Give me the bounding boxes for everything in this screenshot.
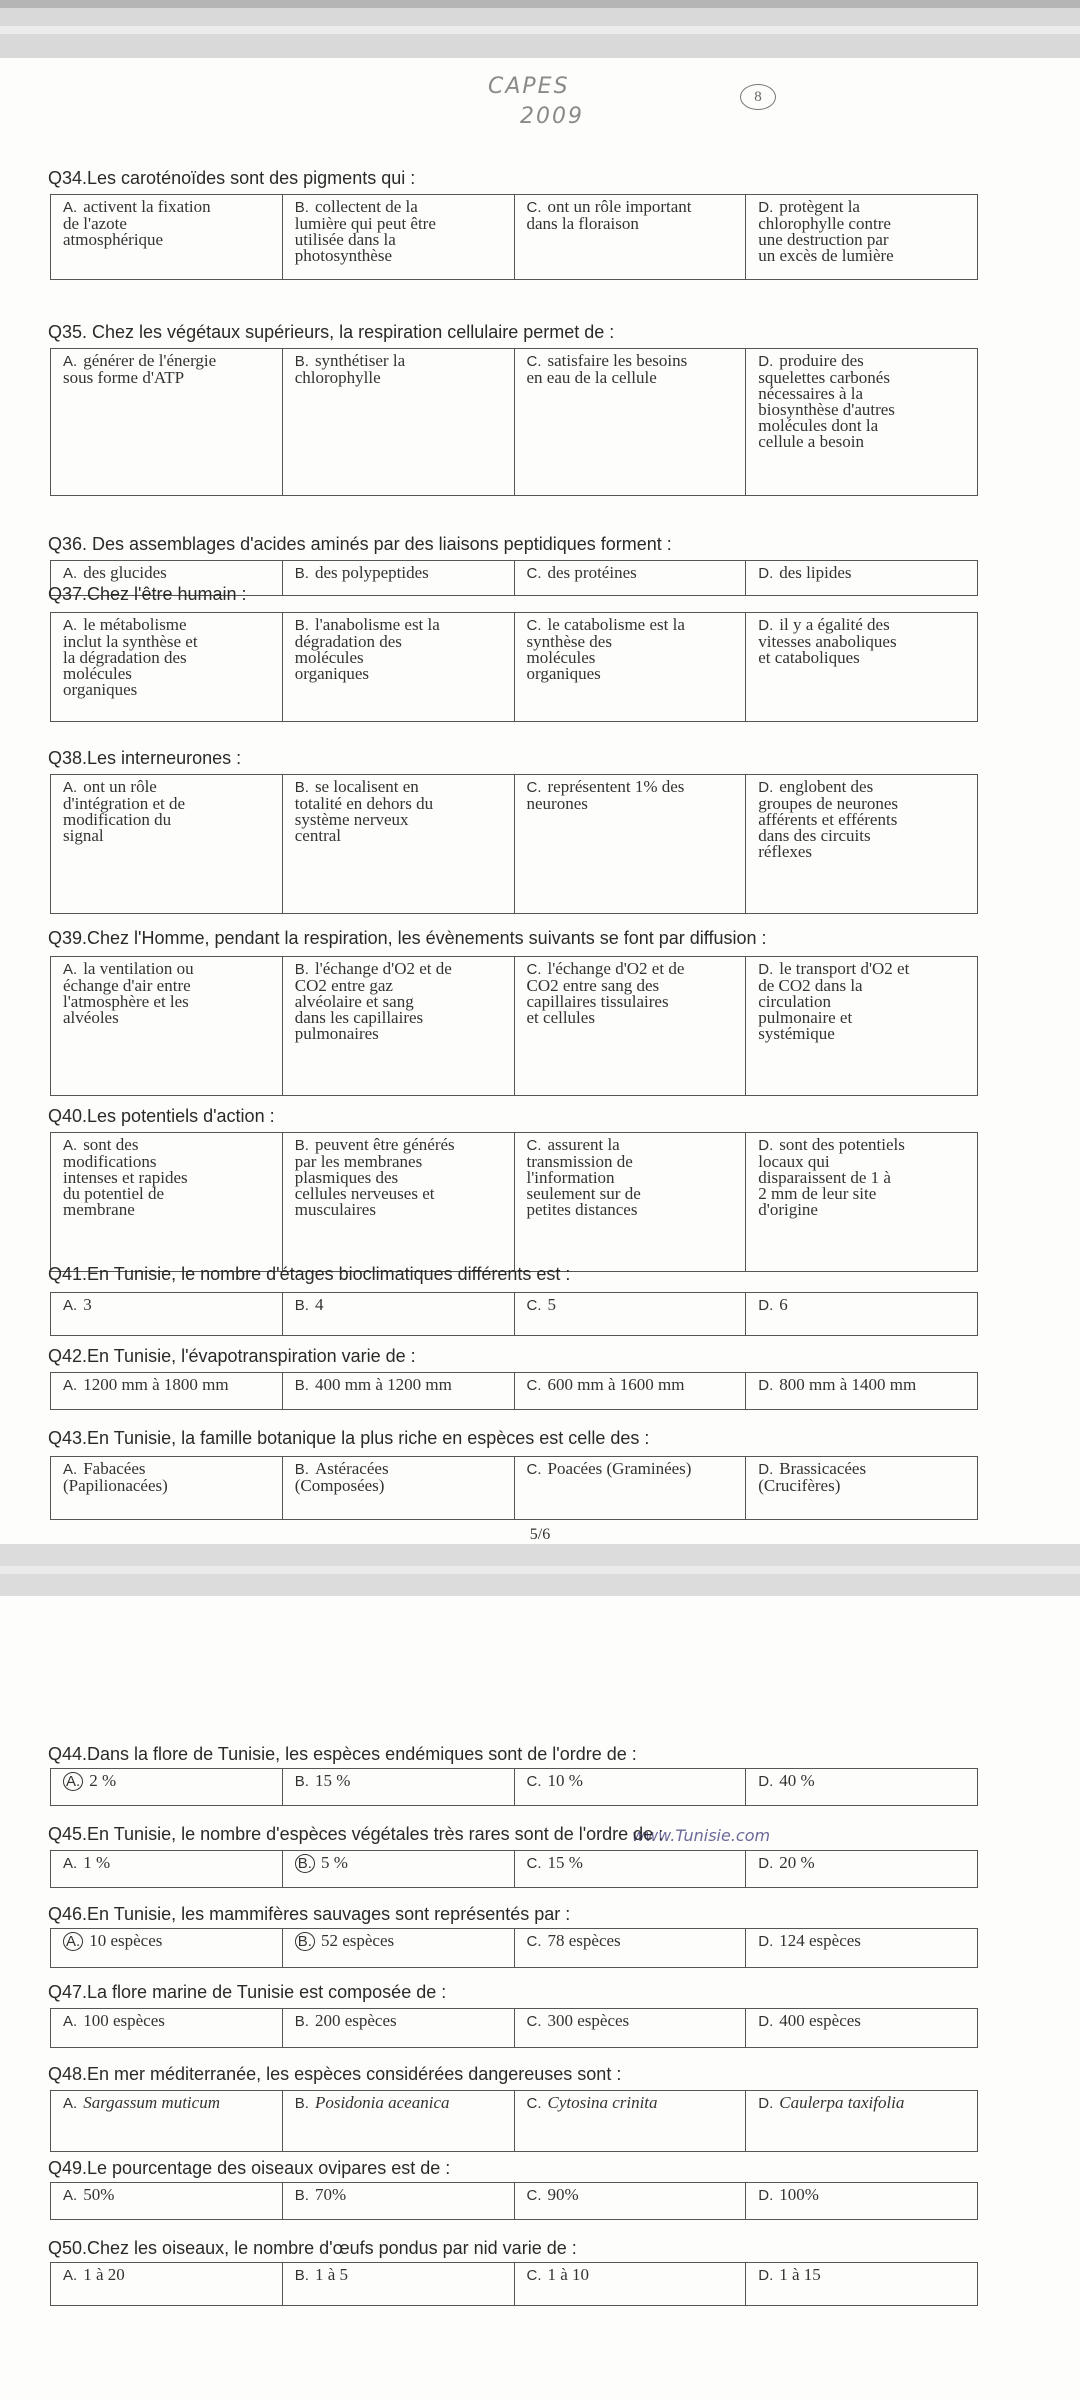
option-text: 300 espèces <box>547 2011 630 2030</box>
option-letter: B. <box>294 353 309 370</box>
option-text: 600 mm à 1600 mm <box>547 1375 685 1394</box>
question-label: Q46.En Tunisie, les mammifères sauvages sont représentés par : <box>48 1904 571 1924</box>
option-d[interactable] <box>746 1769 977 1805</box>
option-c[interactable] <box>515 1293 747 1335</box>
option-letter: C. <box>526 779 542 796</box>
options-row <box>50 612 978 722</box>
option-letter: D. <box>758 1461 774 1478</box>
option-b[interactable] <box>283 561 515 595</box>
option-b[interactable] <box>283 1373 515 1409</box>
options-row <box>50 956 978 1096</box>
option-c[interactable] <box>515 195 747 279</box>
option-letter: A. <box>63 1377 78 1394</box>
option-text: 15 % <box>314 1771 351 1790</box>
option-c[interactable] <box>515 2009 747 2047</box>
options-row <box>50 2090 978 2152</box>
option-d[interactable] <box>746 775 977 913</box>
option-b[interactable] <box>283 2263 515 2305</box>
question-label: Q43.En Tunisie, la famille botanique la plus riche en espèces est celle des : <box>48 1428 650 1448</box>
option-letter: C. <box>526 565 542 582</box>
option-b[interactable] <box>283 1769 515 1805</box>
top-edge-shadow <box>0 0 1080 8</box>
option-a[interactable] <box>51 957 283 1095</box>
option-letter: B. <box>294 1377 309 1394</box>
option-letter: D. <box>758 1377 774 1394</box>
option-letter: D. <box>758 2187 774 2204</box>
option-text: 2 % <box>89 1771 117 1790</box>
option-c[interactable] <box>515 775 747 913</box>
question-label: Q47.La flore marine de Tunisie est composée de : <box>48 1982 447 2002</box>
option-text: 200 espèces <box>314 2011 397 2030</box>
top-edge-band <box>0 26 1080 34</box>
option-a[interactable] <box>51 775 283 913</box>
option-letter: A. <box>63 961 78 978</box>
option-letter: C. <box>526 961 542 978</box>
option-a[interactable] <box>51 1929 283 1967</box>
option-letter: A. <box>63 779 78 796</box>
option-text: Cytosina crinita <box>547 2093 658 2112</box>
option-letter: B. <box>294 199 309 216</box>
option-text: 800 mm à 1400 mm <box>779 1375 917 1394</box>
option-text: sont des modifications intenses et rapides du potentiel de membrane <box>63 1135 188 1219</box>
option-text: l'anabolisme est la dégradation des molécules organiques <box>294 615 440 683</box>
option-b[interactable] <box>283 2183 515 2219</box>
option-text: Sargassum muticum <box>83 2093 220 2112</box>
option-text: le catabolisme est la synthèse des molécules organiques <box>526 615 685 683</box>
option-b[interactable] <box>283 1293 515 1335</box>
option-text: 70% <box>314 2185 347 2204</box>
option-text: 1 à 10 <box>547 2265 590 2284</box>
options-row <box>50 774 978 914</box>
option-letter: B. <box>294 1297 309 1314</box>
option-text: 1 à 15 <box>779 2265 821 2284</box>
option-b[interactable] <box>283 1851 515 1887</box>
option-d[interactable] <box>746 2009 977 2047</box>
option-c[interactable] <box>515 2091 747 2151</box>
option-letter: D. <box>758 2013 774 2030</box>
option-text: des glucides <box>83 563 167 582</box>
option-text: 10 espèces <box>89 1931 163 1950</box>
option-text: 90% <box>547 2185 579 2204</box>
option-text: satisfaire les besoins en eau de la cellule <box>526 351 688 387</box>
option-letter: A. <box>63 565 78 582</box>
handwritten-note-capes: CAPES <box>488 74 570 99</box>
option-letter: C. <box>526 2013 542 2030</box>
option-c[interactable] <box>515 1373 747 1409</box>
page-number: 5/6 <box>529 1526 551 1543</box>
option-letter: A. <box>63 2267 78 2284</box>
option-letter: D. <box>758 617 774 634</box>
option-text: se localisent en totalité en dehors du système nerveux central <box>294 777 434 845</box>
option-c[interactable] <box>515 561 747 595</box>
option-a[interactable] <box>51 1457 283 1519</box>
option-letter: C. <box>526 1855 542 1872</box>
question-label: Q39.Chez l'Homme, pendant la respiration, les évènements suivants se font par diffusion : <box>48 928 767 948</box>
option-a[interactable] <box>51 349 283 495</box>
option-c[interactable] <box>515 2183 747 2219</box>
option-text: 5 % <box>320 1853 348 1872</box>
option-a[interactable] <box>51 195 283 279</box>
handwritten-circled-number: 8 <box>740 84 776 110</box>
option-letter: D. <box>758 199 774 216</box>
option-a[interactable] <box>51 2183 283 2219</box>
option-b[interactable] <box>283 1457 515 1519</box>
option-d[interactable] <box>746 1851 977 1887</box>
options-row <box>50 1928 978 1968</box>
question-label: Q34.Les caroténoïdes sont des pigments qui : <box>48 168 416 188</box>
option-letter: A. <box>63 1461 78 1478</box>
option-text: 4 <box>314 1295 324 1314</box>
option-c[interactable] <box>515 2263 747 2305</box>
question-label: Q50.Chez les oiseaux, le nombre d'œufs pondus par nid varie de : <box>48 2238 577 2258</box>
option-letter: A. <box>63 2187 78 2204</box>
option-text: 15 % <box>547 1853 583 1872</box>
options-row <box>50 348 978 496</box>
option-d[interactable] <box>746 1133 977 1271</box>
option-text: Astéracées (Composées) <box>294 1459 389 1495</box>
options-row <box>50 1372 978 1410</box>
option-b[interactable] <box>283 613 515 721</box>
option-text: Poacées (Graminées) <box>547 1459 692 1478</box>
option-d[interactable] <box>746 195 977 279</box>
question-label: Q40.Les potentiels d'action : <box>48 1106 275 1126</box>
option-b[interactable] <box>283 1929 515 1967</box>
options-row <box>50 1292 978 1336</box>
option-a[interactable] <box>51 2091 283 2151</box>
option-letter: A. <box>63 1772 83 1791</box>
option-text: activent la fixation de l'azote atmosphérique <box>63 197 211 249</box>
option-letter: B. <box>294 2013 309 2030</box>
option-text: la ventilation ou échange d'air entre l'atmosphère et les alvéoles <box>63 959 194 1027</box>
question-label: Q38.Les interneurones : <box>48 748 242 768</box>
option-d[interactable] <box>746 1293 977 1335</box>
option-letter: D. <box>758 2095 774 2112</box>
option-a[interactable] <box>51 2009 283 2047</box>
question-label: Q49.Le pourcentage des oiseaux ovipares est de : <box>48 2158 451 2178</box>
option-letter: B. <box>294 565 309 582</box>
option-text: assurent la transmission de l'information seulement sur de petites distances <box>526 1135 641 1219</box>
option-letter: C. <box>526 1137 542 1154</box>
option-text: 1 % <box>83 1853 111 1872</box>
options-row <box>50 194 978 280</box>
option-letter: B. <box>294 1773 309 1790</box>
question-label: Q35. Chez les végétaux supérieurs, la respiration cellulaire permet de : <box>48 322 615 342</box>
option-text: 3 <box>83 1295 92 1314</box>
question-label: Q42.En Tunisie, l'évapotranspiration varie de : <box>48 1346 416 1366</box>
option-c[interactable] <box>515 1133 747 1271</box>
option-letter: B. <box>294 617 309 634</box>
option-c[interactable] <box>515 1769 747 1805</box>
question-label: Q37.Chez l'être humain : <box>48 584 247 604</box>
option-letter: D. <box>758 961 774 978</box>
option-d[interactable] <box>746 957 977 1095</box>
option-text: 1 à 20 <box>83 2265 125 2284</box>
options-row <box>50 1850 978 1888</box>
option-c[interactable] <box>515 1851 747 1887</box>
option-c[interactable] <box>515 1929 747 1967</box>
option-letter: D. <box>758 565 774 582</box>
option-text: produire des squelettes carbonés nécessaires à la biosynthèse d'autres molécules dont la cellule a besoin <box>758 351 895 451</box>
option-text: des protéines <box>547 563 637 582</box>
option-a[interactable] <box>51 1133 283 1271</box>
option-text: représentent 1% des neurones <box>526 777 685 813</box>
options-row <box>50 2008 978 2048</box>
option-text: 6 <box>779 1295 788 1314</box>
option-text: il y a égalité des vitesses anaboliques et cataboliques <box>758 615 897 667</box>
handwritten-url: www.Tunisie.com <box>632 1826 771 1845</box>
question-label: Q36. Des assemblages d'acides aminés par des liaisons peptidiques forment : <box>48 534 672 554</box>
option-letter: C. <box>526 1933 542 1950</box>
option-letter: C. <box>526 2267 542 2284</box>
option-letter: A. <box>63 1297 78 1314</box>
option-text: 10 % <box>547 1771 583 1790</box>
option-letter: A. <box>63 2095 78 2112</box>
option-d[interactable] <box>746 613 977 721</box>
options-row <box>50 1768 978 1806</box>
option-text: Posidonia aceanica <box>314 2093 450 2112</box>
option-text: ont un rôle important dans la floraison <box>526 197 692 233</box>
option-letter: B. <box>294 1137 309 1154</box>
option-text: 50% <box>83 2185 115 2204</box>
option-letter: A. <box>63 199 78 216</box>
option-letter: B. <box>294 2187 309 2204</box>
options-row <box>50 1456 978 1520</box>
option-text: le transport d'O2 et de CO2 dans la circulation pulmonaire et systémique <box>758 959 910 1043</box>
option-text: 1200 mm à 1800 mm <box>83 1375 229 1394</box>
option-text: 100% <box>779 2185 819 2204</box>
option-letter: A. <box>63 1855 78 1872</box>
option-letter: D. <box>758 1297 774 1314</box>
option-d[interactable] <box>746 2183 977 2219</box>
option-c[interactable] <box>515 1457 747 1519</box>
option-letter: B. <box>294 1461 309 1478</box>
option-d[interactable] <box>746 349 977 495</box>
handwritten-note-year: 2009 <box>520 104 584 129</box>
option-b[interactable] <box>283 2091 515 2151</box>
option-text: l'échange d'O2 et de CO2 entre gaz alvéolaire et sang dans les capillaires pulmonaires <box>294 959 452 1043</box>
option-text: des polypeptides <box>314 563 429 582</box>
option-letter: C. <box>526 617 542 634</box>
options-row <box>50 2262 978 2306</box>
option-text: Caulerpa taxifolia <box>779 2093 905 2112</box>
option-letter: A. <box>63 2013 78 2030</box>
option-text: Fabacées (Papilionacées) <box>63 1459 168 1495</box>
option-letter: B. <box>295 1854 315 1873</box>
option-letter: A. <box>63 1932 83 1951</box>
option-d[interactable] <box>746 561 977 595</box>
option-letter: D. <box>758 1855 774 1872</box>
option-text: 400 mm à 1200 mm <box>314 1375 452 1394</box>
option-text: des lipides <box>779 563 852 582</box>
option-text: générer de l'énergie sous forme d'ATP <box>63 351 217 387</box>
option-letter: A. <box>63 1137 78 1154</box>
option-letter: B. <box>294 2267 309 2284</box>
option-d[interactable] <box>746 2263 977 2305</box>
option-text: peuvent être générés par les membranes plasmiques des cellules nerveuses et musculaires <box>294 1135 455 1219</box>
option-letter: D. <box>758 353 774 370</box>
option-b[interactable] <box>283 2009 515 2047</box>
option-letter: C. <box>526 1461 542 1478</box>
option-c[interactable] <box>515 349 747 495</box>
option-letter: D. <box>758 1773 774 1790</box>
option-letter: D. <box>758 779 774 796</box>
option-b[interactable] <box>283 957 515 1095</box>
question-label: Q44.Dans la flore de Tunisie, les espèces endémiques sont de l'ordre de : <box>48 1744 637 1764</box>
option-letter: B. <box>294 961 309 978</box>
option-text: englobent des groupes de neurones afférents et efférents dans des circuits réflexes <box>758 777 898 861</box>
option-b[interactable] <box>283 775 515 913</box>
option-text: 52 espèces <box>320 1931 395 1950</box>
option-text: protègent la chlorophylle contre une destruction par un excès de lumière <box>758 197 894 265</box>
option-a[interactable] <box>51 2263 283 2305</box>
option-text: le métabolisme inclut la synthèse et la dégradation des molécules organiques <box>63 615 198 699</box>
option-letter: D. <box>758 1933 774 1950</box>
question-label: Q45.En Tunisie, le nombre d'espèces végétales très rares sont de l'ordre de : <box>48 1824 664 1844</box>
option-text: 5 <box>547 1295 556 1314</box>
option-text: 1 à 5 <box>314 2265 348 2284</box>
option-text: 78 espèces <box>547 1931 621 1950</box>
option-letter: B. <box>294 2095 309 2112</box>
option-b[interactable] <box>283 1133 515 1271</box>
option-b[interactable] <box>283 349 515 495</box>
option-d[interactable] <box>746 2091 977 2151</box>
option-letter: C. <box>526 1773 542 1790</box>
option-d[interactable] <box>746 1457 977 1519</box>
option-text: 100 espèces <box>83 2011 165 2030</box>
option-text: 40 % <box>779 1771 815 1790</box>
question-label: Q41.En Tunisie, le nombre d'étages bioclimatiques différents est : <box>48 1264 571 1284</box>
option-d[interactable] <box>746 1373 977 1409</box>
option-text: sont des potentiels locaux qui disparaissent de 1 à 2 mm de leur site d'origine <box>758 1135 905 1219</box>
option-letter: C. <box>526 2095 542 2112</box>
option-text: synthétiser la chlorophylle <box>294 351 406 387</box>
option-letter: C. <box>526 199 542 216</box>
option-letter: A. <box>63 353 78 370</box>
option-d[interactable] <box>746 1929 977 1967</box>
option-letter: B. <box>295 1932 315 1951</box>
option-a[interactable] <box>51 1769 283 1805</box>
question-label: Q48.En mer méditerranée, les espèces considérées dangereuses sont : <box>48 2064 622 2084</box>
option-text: 124 espèces <box>779 1931 861 1950</box>
option-text: ont un rôle d'intégration et de modification du signal <box>63 777 186 845</box>
option-c[interactable] <box>515 613 747 721</box>
option-text: 20 % <box>779 1853 815 1872</box>
option-letter: A. <box>63 617 78 634</box>
option-letter: C. <box>526 353 542 370</box>
option-letter: C. <box>526 1297 542 1314</box>
options-row <box>50 2182 978 2220</box>
option-letter: B. <box>294 779 309 796</box>
option-c[interactable] <box>515 957 747 1095</box>
option-a[interactable] <box>51 1373 283 1409</box>
option-a[interactable] <box>51 613 283 721</box>
option-a[interactable] <box>51 1851 283 1887</box>
option-text: Brassicacées (Crucifères) <box>758 1459 867 1495</box>
option-text: l'échange d'O2 et de CO2 entre sang des capillaires tissulaires et cellules <box>526 959 685 1027</box>
option-letter: D. <box>758 2267 774 2284</box>
option-letter: D. <box>758 1137 774 1154</box>
option-letter: C. <box>526 1377 542 1394</box>
options-row <box>50 1132 978 1272</box>
option-text: collectent de la lumière qui peut être utilisée dans la photosynthèse <box>294 197 436 265</box>
page-gap-band <box>0 1566 1080 1574</box>
option-text: 400 espèces <box>779 2011 861 2030</box>
option-letter: C. <box>526 2187 542 2204</box>
option-b[interactable] <box>283 195 515 279</box>
option-a[interactable] <box>51 1293 283 1335</box>
